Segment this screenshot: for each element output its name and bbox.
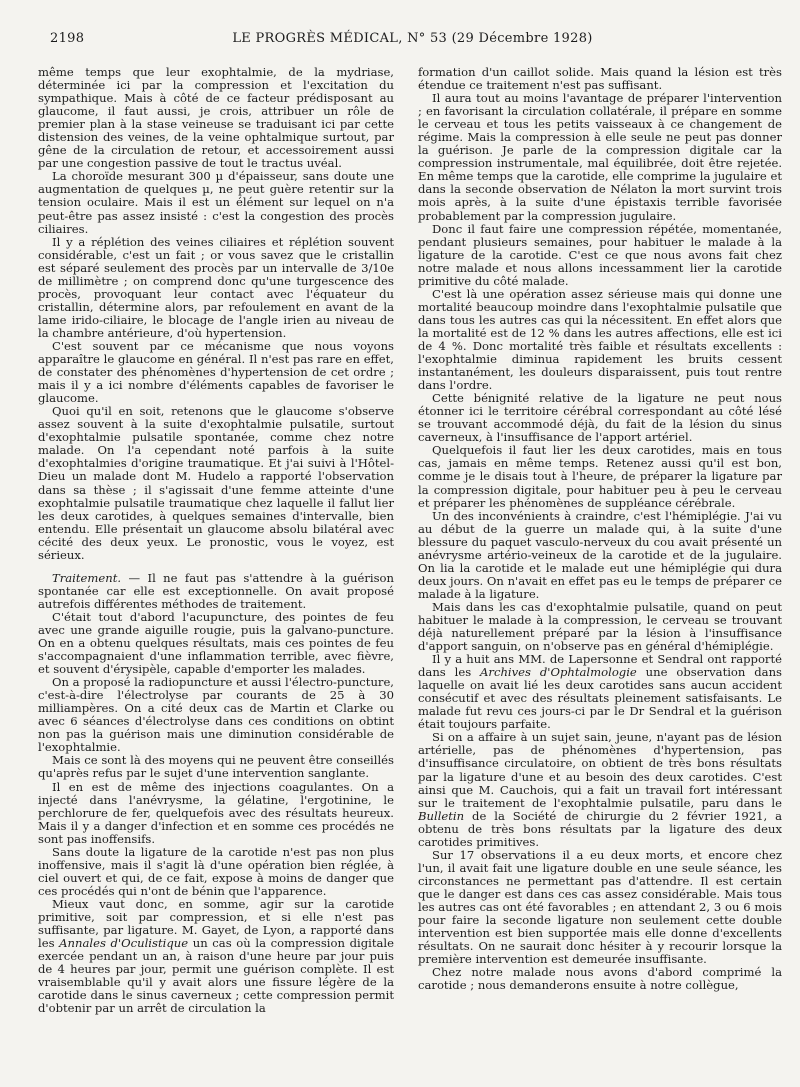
paragraph: formation d'un caillot solide. Mais quand la lésion est très étendue ce traitement n'est pas suffisant. [418,66,782,93]
paragraph-text: une observation dans laquelle on avait lié les deux carotides sans aucun accident consécutif et avec des résultats pleinement satisfaisants. Le malade fut revu ces jours-ci par le Dr Sendral et la guérison était toujours parfaite. [418,665,782,732]
paragraph [38,898,394,1015]
paragraph-text: Il y a huit ans MM. de Lapersonne et Sendral ont rapporté dans les [418,652,782,680]
page-header [50,31,775,51]
paragraph: Mais ce sont là des moyens qui ne peuvent être conseillés qu'après refus par le sujet d'une intervention sanglante. [38,753,394,781]
paragraph-text: Mieux vaut donc, en somme, agir sur la carotide primitive, soit par compression, et si elle n'est pas suffisante, par ligature. M. Gayet, de Lyon, a rapporté dans les [38,896,394,951]
paragraph: Mais dans les cas d'exophtalmie pulsatile, quand on peut habituer le malade à la compression, le cerveau se trouvant déjà naturellement préparé par la lésion à l'insuffisance d'apport sanguin, on n'observe pas en général d'hémiplégie. [418,599,782,654]
paragraph: C'était tout d'abord l'acupuncture, des pointes de feu avec une grande aiguille rougie, puis la galvano-puncture. On en a obtenu quelques résultats, mais ces pointes de feu s'accompagnaient d'une inflammation terrible, avec fièvre, et souvent d'érysipèle, capable d'emporter les malades. [38,609,394,677]
paragraph: Un des inconvénients à craindre, c'est l'hémiplégie. J'ai vu au début de la guerre un malade qui, à la suite d'une blessure du paquet vasculo-nerveux du cou avait présenté un anévrysme artério-veineux de la carotide et de la jugulaire. On lia la carotide et le malade eut une hémiplégie qui dura deux jours. On n'avait en effet pas eu le temps de préparer ce malade à la ligature. [418,508,782,601]
paragraph: Il en est de même des injections coagulantes. On a injecté dans l'anévrysme, la gélatine, l'ergotinine, le perchlorure de fer, quelquefois avec des résultats heureux. Mais il y a danger d'infection et en somme ces procédés ne sont pas inoffensifs. [38,779,394,846]
journal-name: Annales d'Oculistique [59,936,189,951]
paragraph: Chez notre malade nous avons d'abord comprimé la carotide ; nous demanderons ensuite à notre collègue, [418,965,782,993]
paragraph: On a proposé la radiopuncture et aussi l'électro-puncture, c'est-à-dire l'électrolyse par courants de 25 à 30 milliampères. On a cité deux cas de Martin et Clarke ou avec 6 séances d'électrolyse dans ces conditions on obtint non pas la guérison mais une diminution considérable de l'exophtalmie. [38,675,394,755]
paragraph-text: de la Société de chirurgie du 2 février 1921, a obtenu de très bons résultats par la ligature des deux carotides primitives. [418,808,782,849]
paragraph: Cette bénignité relative de la ligature ne peut nous étonner ici le territoire cérébral correspondant au côté lésé se trouvant accommodé déjà, du fait de la lésion du sinus caverneux, à l'insuffisance de l'apport artériel. [418,391,782,445]
paragraph: Sur 17 observations il a eu deux morts, et encore chez l'un, il avait fait une ligature double en une seule séance, les circonstances ne permettant pas d'attendre. Il est certain que le danger est dans ces cas assez considérable. Mais tous les autres cas ont été favorables ; en attendant 2, 3 ou 6 mois pour faire la seconde ligature non seulement cette double intervention est bien supportée mais elle donne d'excellents résultats. On ne saurait donc hésiter à y recourir lorsque la première intervention est demeurée insuffisante. [418,847,782,967]
paragraph [418,731,782,848]
paragraph: Donc il faut faire une compression répétée, momentanée, pendant plusieurs semaines, pour habituer le malade à la ligature de la carotide. C'est ce que nous avons fait chez notre malade et nous allons incessamment lier la carotide primitive du côté malade. [418,221,782,288]
paragraph [418,653,782,731]
right-column [418,66,782,1076]
paragraph: Quoi qu'il en soit, retenons que le glaucome s'observe assez souvent à la suite d'exophtalmie pulsatile, surtout d'exophtalmie pulsatile spontanée, comme chez notre malade. On l'a cependant noté parfois à la suite d'exophtalmies d'origine traumatique. Et j'ai suivi à l'Hôtel-Dieu un malade dont M. Hudelo a rapporté l'observation dans sa thèse ; il s'agissait d'une femme atteinte d'une exophtalmie pulsatile traumatique chez laquelle il fallut lier les deux carotides, à quelques semaines d'intervalle, bien entendu. Elle présentait un glaucome absolu bilatéral avec cécité des deux yeux. Le pronostic, vous le voyez, est sérieux. [38,404,394,562]
paragraph: Il y a réplétion des veines ciliaires et réplétion souvent considérable, c'est un fait ; or vous savez que le cristallin est séparé seulement des procès par un intervalle de 3/10e de millimètre ; on comprend donc qu'une turgescence des procès, provoquant leur contact avec l'équateur du cristallin, détermine alors, par refoulement en avant de la lame irido-ciliaire, le blocage de l'angle irien au niveau de la chambre antérieure, d'où hypertension. [38,234,394,340]
paragraph: Il aura tout au moins l'avantage de préparer l'intervention ; en favorisant la circulation collatérale, il prépare en somme le cerveau et tous les petits vaisseaux à ce changement de régime. Mais la compression à elle seule ne peut pas donner la guérison. Je parle de la compression digitale car la compression instrumentale, mal équilibrée, doit être rejetée. En même temps que la carotide, elle comprime la jugulaire et dans la seconde observation de Nélaton la mort survint trois mois après, à la suite d'une épistaxis terrible favorisée probablement par la compression jugulaire. [418,91,782,223]
section-heading-traitement: Traitement. [52,570,122,585]
page-number: 2198 [50,31,85,46]
paragraph-text: — Il ne faut pas s'attendre à la guérison spontanée car elle est exceptionnelle. On avait proposé autrefois différentes méthodes de traitement. [38,570,394,611]
paragraph: Quelquefois il faut lier les deux carotides, mais en tous cas, jamais en même temps. Retenez aussi qu'il est bon, comme je le disais tout à l'heure, de préparer la ligature par la compression digitale, pour habituer peu à peu le cerveau et préparer les phénomènes de suppléance cérébrale. [418,443,782,510]
treatment-paragraph [38,572,394,611]
paragraph: C'est souvent par ce mécanisme que nous voyons apparaître le glaucome en général. Il n'est pas rare en effet, de constater des phénomènes d'hypertension de cet ordre ; mais il y a ici nombre d'éléments capables de favoriser le glaucome. [38,338,394,406]
paragraph: même temps que leur exophtalmie, de la mydriase, déterminée ici par la compression et l'excitation du sympathique. Mais à côté de ce facteur prédisposant au glaucome, il faut aussi, je crois, attribuer un rôle de premier plan à la stase veineuse se traduisant ici par cette distension des veines, de la veine ophtalmique surtout, par gêne de la circulation de retour, et accessoirement aussi par une congestion passive de tout le tractus uvéal. [38,66,394,171]
paragraph: C'est là une opération assez sérieuse mais qui donne une mortalité beaucoup moindre dans l'exophtalmie pulsatile que dans tous les autres cas qui la nécessitent. En effet alors que la mortalité est de 12 % dans les autres affections, elle est ici de 4 %. Donc mortalité très faible et résultats excellents : l'exophtalmie diminua rapidement les bruits cessent instantanément, les douleurs disparaissent, puis tout rentre dans l'ordre. [418,286,782,393]
paragraph: Sans doute la ligature de la carotide n'est pas non plus inoffensive, mais il s'agit là d'une opération bien réglée, à ciel ouvert et qui, de ce fait, expose à moins de danger que ces procédés qui n'ont de bénin que l'apparence. [38,844,394,898]
left-column [38,66,394,1076]
paragraph-text: un cas où la compression digitale exercée pendant un an, à raison d'une heure par jour puis de 4 heures par jour, permit une guérison complète. Il est vraisemblable qu'il y avait alors une fissure légère de la carotide dans le sinus caverneux ; cette compression permit d'obtenir par un arrêt de circulation la [38,936,394,1016]
running-title: LE PROGRÈS MÉDICAL, N° 53 (29 Décembre 1928) [232,31,593,46]
journal-name: Archives d'Ophtalmologie [480,665,637,680]
journal-name: Bulletin [418,808,465,823]
paragraph-text: Si on a affaire à un sujet sain, jeune, n'ayant pas de lésion artérielle, pas de phénomènes d'hypertension, pas d'insuffisance circulatoire, on obtient de très bons résultats par la ligature d'une et au besoin des deux carotides. C'est ainsi que M. Cauchois, qui a fait un travail fort intéressant sur le traitement de l'exophtalmie pulsatile, paru dans le [418,730,782,810]
paragraph: La choroïde mesurant 300 µ d'épaisseur, sans doute une augmentation de quelques µ, ne peut guère retentir sur la tension oculaire. Mais il est un élément sur lequel on n'a peut-être pas assez insisté : c'est la congestion des procès ciliaires. [38,169,394,236]
